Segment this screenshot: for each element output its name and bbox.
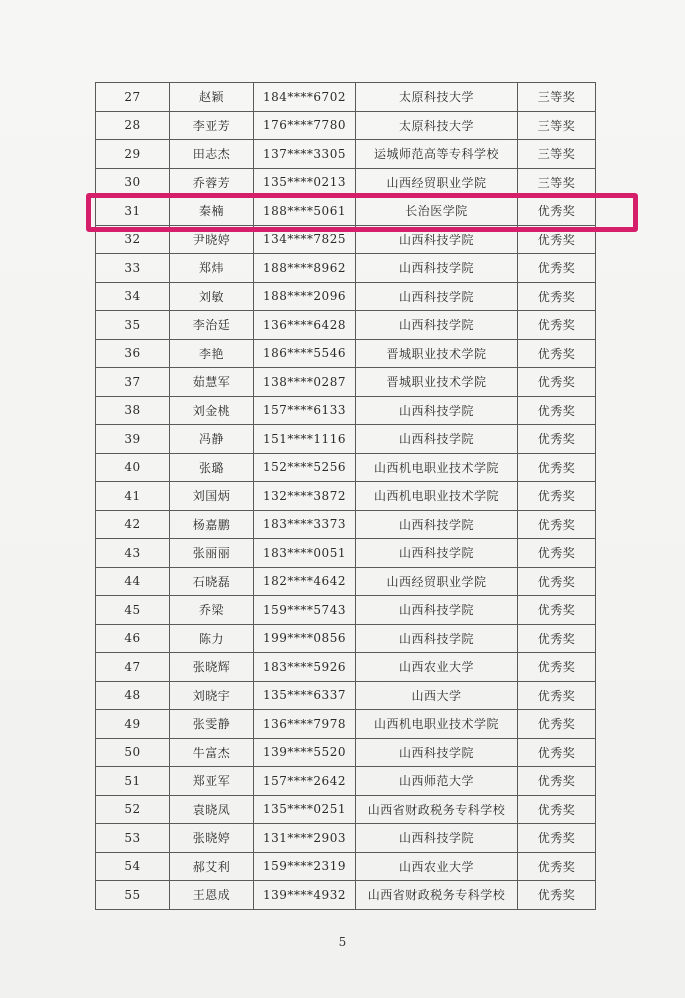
- cell-no: 27: [96, 83, 170, 112]
- cell-no: 40: [96, 453, 170, 482]
- cell-phone: 188****8962: [254, 254, 356, 283]
- cell-award: 优秀奖: [518, 396, 596, 425]
- cell-school: 山西科技学院: [356, 254, 518, 283]
- cell-name: 袁晓凤: [170, 795, 254, 824]
- cell-award: 优秀奖: [518, 539, 596, 568]
- cell-phone: 186****5546: [254, 339, 356, 368]
- cell-school: 山西科技学院: [356, 539, 518, 568]
- cell-no: 41: [96, 482, 170, 511]
- cell-award: 优秀奖: [518, 339, 596, 368]
- table-row: [96, 539, 596, 568]
- table-row: [96, 140, 596, 169]
- cell-phone: 131****2903: [254, 824, 356, 853]
- table-row: [96, 653, 596, 682]
- table-row: [96, 567, 596, 596]
- cell-name: 茹慧军: [170, 368, 254, 397]
- cell-phone: 135****6337: [254, 681, 356, 710]
- table-row: [96, 738, 596, 767]
- cell-no: 53: [96, 824, 170, 853]
- cell-name: 郑亚军: [170, 767, 254, 796]
- cell-award: 优秀奖: [518, 567, 596, 596]
- cell-phone: 183****0051: [254, 539, 356, 568]
- cell-name: 田志杰: [170, 140, 254, 169]
- cell-name: 张晓辉: [170, 653, 254, 682]
- cell-school: 山西科技学院: [356, 425, 518, 454]
- cell-school: 山西大学: [356, 681, 518, 710]
- page-number: 5: [338, 935, 347, 949]
- table-row: [96, 282, 596, 311]
- cell-no: 35: [96, 311, 170, 340]
- cell-no: 28: [96, 111, 170, 140]
- cell-phone: 188****2096: [254, 282, 356, 311]
- cell-name: 张雯静: [170, 710, 254, 739]
- cell-phone: 151****1116: [254, 425, 356, 454]
- table-row: [96, 111, 596, 140]
- cell-name: 乔蓉芳: [170, 168, 254, 197]
- cell-name: 陈力: [170, 624, 254, 653]
- cell-no: 43: [96, 539, 170, 568]
- cell-name: 刘晓宇: [170, 681, 254, 710]
- cell-phone: 138****0287: [254, 368, 356, 397]
- cell-no: 30: [96, 168, 170, 197]
- award-table-body: [96, 83, 596, 910]
- cell-school: 山西省财政税务专科学校: [356, 795, 518, 824]
- cell-award: 优秀奖: [518, 710, 596, 739]
- cell-award: 三等奖: [518, 168, 596, 197]
- cell-phone: 135****0213: [254, 168, 356, 197]
- cell-award: 优秀奖: [518, 738, 596, 767]
- cell-school: 山西科技学院: [356, 510, 518, 539]
- cell-no: 52: [96, 795, 170, 824]
- cell-school: 山西科技学院: [356, 311, 518, 340]
- cell-phone: 135****0251: [254, 795, 356, 824]
- cell-award: 优秀奖: [518, 453, 596, 482]
- cell-award: 优秀奖: [518, 795, 596, 824]
- cell-name: 牛富杰: [170, 738, 254, 767]
- award-table: [95, 82, 596, 910]
- cell-award: 优秀奖: [518, 482, 596, 511]
- table-row: [96, 767, 596, 796]
- cell-name: 刘金桃: [170, 396, 254, 425]
- cell-school: 山西经贸职业学院: [356, 168, 518, 197]
- table-row: [96, 197, 596, 226]
- cell-no: 33: [96, 254, 170, 283]
- table-row: [96, 824, 596, 853]
- cell-school: 晋城职业技术学院: [356, 368, 518, 397]
- table-row: [96, 368, 596, 397]
- cell-school: 山西农业大学: [356, 653, 518, 682]
- cell-no: 48: [96, 681, 170, 710]
- cell-school: 山西科技学院: [356, 624, 518, 653]
- cell-award: 三等奖: [518, 111, 596, 140]
- table-row: [96, 425, 596, 454]
- cell-school: 晋城职业技术学院: [356, 339, 518, 368]
- cell-school: 山西科技学院: [356, 396, 518, 425]
- cell-name: 张丽丽: [170, 539, 254, 568]
- cell-phone: 184****6702: [254, 83, 356, 112]
- cell-award: 优秀奖: [518, 767, 596, 796]
- cell-school: 山西机电职业技术学院: [356, 710, 518, 739]
- cell-award: 三等奖: [518, 140, 596, 169]
- cell-phone: 139****5520: [254, 738, 356, 767]
- cell-award: 优秀奖: [518, 282, 596, 311]
- cell-school: 山西科技学院: [356, 738, 518, 767]
- cell-no: 50: [96, 738, 170, 767]
- cell-name: 秦楠: [170, 197, 254, 226]
- cell-name: 张晓婷: [170, 824, 254, 853]
- cell-no: 45: [96, 596, 170, 625]
- cell-name: 郝艾利: [170, 852, 254, 881]
- cell-phone: 182****4642: [254, 567, 356, 596]
- cell-no: 39: [96, 425, 170, 454]
- table-row: [96, 852, 596, 881]
- cell-no: 38: [96, 396, 170, 425]
- cell-school: 山西省财政税务专科学校: [356, 881, 518, 910]
- cell-name: 刘国炳: [170, 482, 254, 511]
- cell-school: 运城师范高等专科学校: [356, 140, 518, 169]
- cell-school: 长治医学院: [356, 197, 518, 226]
- cell-award: 优秀奖: [518, 653, 596, 682]
- cell-school: 太原科技大学: [356, 111, 518, 140]
- cell-award: 优秀奖: [518, 824, 596, 853]
- cell-phone: 176****7780: [254, 111, 356, 140]
- cell-award: 优秀奖: [518, 368, 596, 397]
- table-row: [96, 396, 596, 425]
- cell-phone: 159****5743: [254, 596, 356, 625]
- table-row: [96, 881, 596, 910]
- cell-award: 三等奖: [518, 83, 596, 112]
- cell-phone: 137****3305: [254, 140, 356, 169]
- cell-phone: 152****5256: [254, 453, 356, 482]
- cell-school: 山西机电职业技术学院: [356, 482, 518, 511]
- cell-name: 杨嘉鹏: [170, 510, 254, 539]
- cell-award: 优秀奖: [518, 624, 596, 653]
- cell-award: 优秀奖: [518, 425, 596, 454]
- cell-phone: 132****3872: [254, 482, 356, 511]
- cell-no: 54: [96, 852, 170, 881]
- cell-school: 山西农业大学: [356, 852, 518, 881]
- cell-phone: 183****5926: [254, 653, 356, 682]
- cell-award: 优秀奖: [518, 225, 596, 254]
- table-row: [96, 596, 596, 625]
- cell-name: 乔梁: [170, 596, 254, 625]
- cell-award: 优秀奖: [518, 852, 596, 881]
- cell-no: 51: [96, 767, 170, 796]
- cell-name: 尹晓婷: [170, 225, 254, 254]
- cell-award: 优秀奖: [518, 596, 596, 625]
- table-row: [96, 710, 596, 739]
- cell-award: 优秀奖: [518, 881, 596, 910]
- cell-school: 太原科技大学: [356, 83, 518, 112]
- cell-name: 李艳: [170, 339, 254, 368]
- cell-school: 山西科技学院: [356, 225, 518, 254]
- cell-name: 赵颖: [170, 83, 254, 112]
- table-row: [96, 311, 596, 340]
- cell-school: 山西机电职业技术学院: [356, 453, 518, 482]
- cell-school: 山西科技学院: [356, 824, 518, 853]
- table-row: [96, 624, 596, 653]
- cell-name: 石晓磊: [170, 567, 254, 596]
- cell-award: 优秀奖: [518, 681, 596, 710]
- cell-name: 张璐: [170, 453, 254, 482]
- cell-no: 44: [96, 567, 170, 596]
- cell-phone: 183****3373: [254, 510, 356, 539]
- cell-no: 36: [96, 339, 170, 368]
- table-row: [96, 168, 596, 197]
- cell-no: 47: [96, 653, 170, 682]
- cell-no: 37: [96, 368, 170, 397]
- cell-no: 32: [96, 225, 170, 254]
- cell-name: 冯静: [170, 425, 254, 454]
- cell-no: 46: [96, 624, 170, 653]
- cell-school: 山西科技学院: [356, 596, 518, 625]
- cell-no: 49: [96, 710, 170, 739]
- cell-no: 29: [96, 140, 170, 169]
- cell-phone: 136****7978: [254, 710, 356, 739]
- cell-phone: 134****7825: [254, 225, 356, 254]
- cell-phone: 199****0856: [254, 624, 356, 653]
- table-row: [96, 482, 596, 511]
- cell-no: 34: [96, 282, 170, 311]
- cell-name: 李治廷: [170, 311, 254, 340]
- cell-name: 郑炜: [170, 254, 254, 283]
- cell-no: 31: [96, 197, 170, 226]
- cell-award: 优秀奖: [518, 510, 596, 539]
- cell-award: 优秀奖: [518, 197, 596, 226]
- cell-school: 山西科技学院: [356, 282, 518, 311]
- cell-phone: 188****5061: [254, 197, 356, 226]
- table-row: [96, 681, 596, 710]
- cell-school: 山西师范大学: [356, 767, 518, 796]
- table-row: [96, 510, 596, 539]
- cell-phone: 139****4932: [254, 881, 356, 910]
- cell-phone: 157****2642: [254, 767, 356, 796]
- cell-phone: 157****6133: [254, 396, 356, 425]
- cell-name: 李亚芳: [170, 111, 254, 140]
- cell-name: 刘敏: [170, 282, 254, 311]
- cell-phone: 159****2319: [254, 852, 356, 881]
- table-row: [96, 83, 596, 112]
- table-row: [96, 225, 596, 254]
- cell-award: 优秀奖: [518, 311, 596, 340]
- cell-school: 山西经贸职业学院: [356, 567, 518, 596]
- cell-phone: 136****6428: [254, 311, 356, 340]
- table-row: [96, 453, 596, 482]
- table-row: [96, 339, 596, 368]
- cell-name: 王恩成: [170, 881, 254, 910]
- cell-no: 42: [96, 510, 170, 539]
- table-row: [96, 795, 596, 824]
- cell-no: 55: [96, 881, 170, 910]
- table-row: [96, 254, 596, 283]
- cell-award: 优秀奖: [518, 254, 596, 283]
